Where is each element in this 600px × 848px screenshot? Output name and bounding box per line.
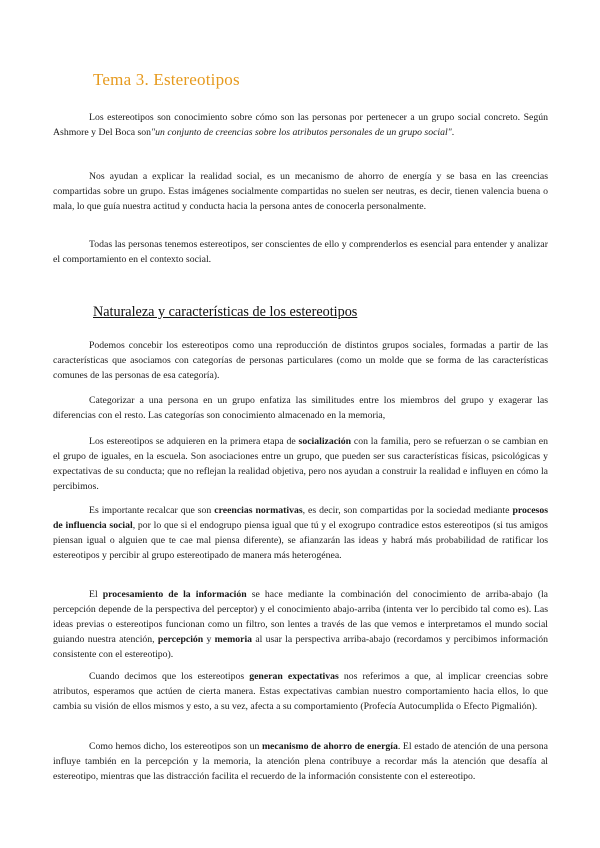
bold-term: percepción bbox=[157, 634, 204, 645]
bold-term: generan expectativas bbox=[249, 671, 339, 682]
intro-paragraph-3: Todas las personas tenemos estereotipos, ser conscientes de ello y comprenderlos es esencial para entender y analizar el comportamiento en el contexto social. bbox=[53, 239, 548, 265]
text-run: . El estado de atención de una persona influye también en la percepción y la memoria, la atención plena contribuye a recordar más la atención que desafía al estereotipo, mientras que las distracción facilita el recuerdo de la información consistente con el estereotipo. bbox=[53, 741, 548, 782]
section-heading: Naturaleza y características de los estereotipos bbox=[93, 304, 358, 320]
section-paragraph-3 bbox=[53, 434, 548, 494]
text-run: Los estereotipos se adquieren en la primera etapa de bbox=[89, 436, 299, 447]
section-paragraph-6 bbox=[53, 669, 548, 714]
text-run: El bbox=[89, 589, 103, 600]
section-paragraph-5 bbox=[53, 587, 548, 662]
bold-term: procesos de influencia social bbox=[53, 505, 549, 531]
text-run: Como hemos dicho, los estereotipos son un bbox=[89, 741, 262, 752]
section-paragraph-2: Categorizar a una persona en un grupo enfatiza las similitudes entre los miembros del grupo y exagerar las diferencias con el resto. Las categorías son conocimiento almacenado en la memoria, bbox=[53, 395, 548, 421]
bold-term: creencias normativas bbox=[214, 505, 303, 516]
definition-quote: "un conjunto de creencias sobre los atributos personales de un grupo social" bbox=[151, 127, 452, 138]
bold-term: memoria bbox=[214, 634, 253, 645]
text-run: al usar la perspectiva arriba-abajo (recordamos y percibimos información consistente con el estereotipo). bbox=[53, 634, 548, 660]
text-run: y bbox=[203, 634, 215, 645]
page-title: Tema 3. Estereotipos bbox=[93, 70, 240, 89]
text-run: , por lo que si el endogrupo piensa igual que tú y el exogrupo contradice estos estereotipos (si tus amigos piensan igual o alguien que te cae mal piensa diferente), se afianzarán las ideas y habrá más probabilidad de ratificar los estereotipos y percibir al grupo estereotipado de manera más heterogénea. bbox=[53, 520, 548, 561]
section-paragraph-1: Podemos concebir los estereotipos como una reproducción de distintos grupos sociales, formadas a partir de las características que asociamos con categorías de personas particulares (como un molde que se forma de las características comunes de las personas de esa categoría). bbox=[53, 340, 548, 381]
text-run: Es importante recalcar que son bbox=[89, 505, 215, 516]
section-paragraph-4 bbox=[53, 503, 548, 563]
bold-term: procesamiento de la información bbox=[102, 589, 247, 600]
text-run: se hace mediante la combinación del conocimiento de arriba-abajo (la percepción depende de la perspectiva del perceptor) y el conocimiento abajo-arriba (intenta ver lo percibido tal como es). Las ideas previas o estereotipos funcionan como un filtro, son lentes a través de las que vemos e interpretamos el mundo social guiando nuestra atención, bbox=[53, 589, 548, 645]
intro-text: Los estereotipos son conocimiento sobre cómo son las personas por pertenecer a un grupo social concreto. Según Ashmore y Del Boca son bbox=[53, 112, 548, 138]
intro-paragraph-1 bbox=[53, 110, 548, 140]
text-run: Cuando decimos que los estereotipos bbox=[89, 671, 250, 682]
text-run: con la familia, pero se refuerzan o se cambian en el grupo de iguales, en la escuela. Son asociaciones entre un grupo, que pueden ser sus características físicas, psicológicas y expectativas de su conducta; que no reflejan la realidad objetiva, pero nos ayudan a construir la realidad e influyen en cómo la percibimos. bbox=[53, 436, 548, 492]
bold-term: mecanismo de ahorro de energía bbox=[261, 741, 398, 752]
text-run: , es decir, son compartidas por la sociedad mediante bbox=[302, 505, 513, 516]
text-run: nos referimos a que, al implicar creencias sobre atributos, esperamos que actúen de cierta manera. Estas expectativas cambian nuestro comportamiento hacia ellos, lo que cambia su visión de ellos mismos y esto, a su vez, afecta a su comportamiento (Profecía Autocumplida o Efecto Pigmalión). bbox=[53, 671, 549, 712]
section-paragraph-7 bbox=[53, 739, 548, 784]
bold-term: socialización bbox=[298, 436, 352, 447]
intro-paragraph-2: Nos ayudan a explicar la realidad social, es un mecanismo de ahorro de energía y se basa en las creencias compartidas sobre un grupo. Estas imágenes socialmente compartidas no suelen ser neutras, es decir, tienen valencia buena o mala, lo que guía nuestra actitud y conducta hacia la persona antes de conocerla personalmente. bbox=[53, 171, 548, 212]
sentence-end: . bbox=[451, 127, 455, 138]
